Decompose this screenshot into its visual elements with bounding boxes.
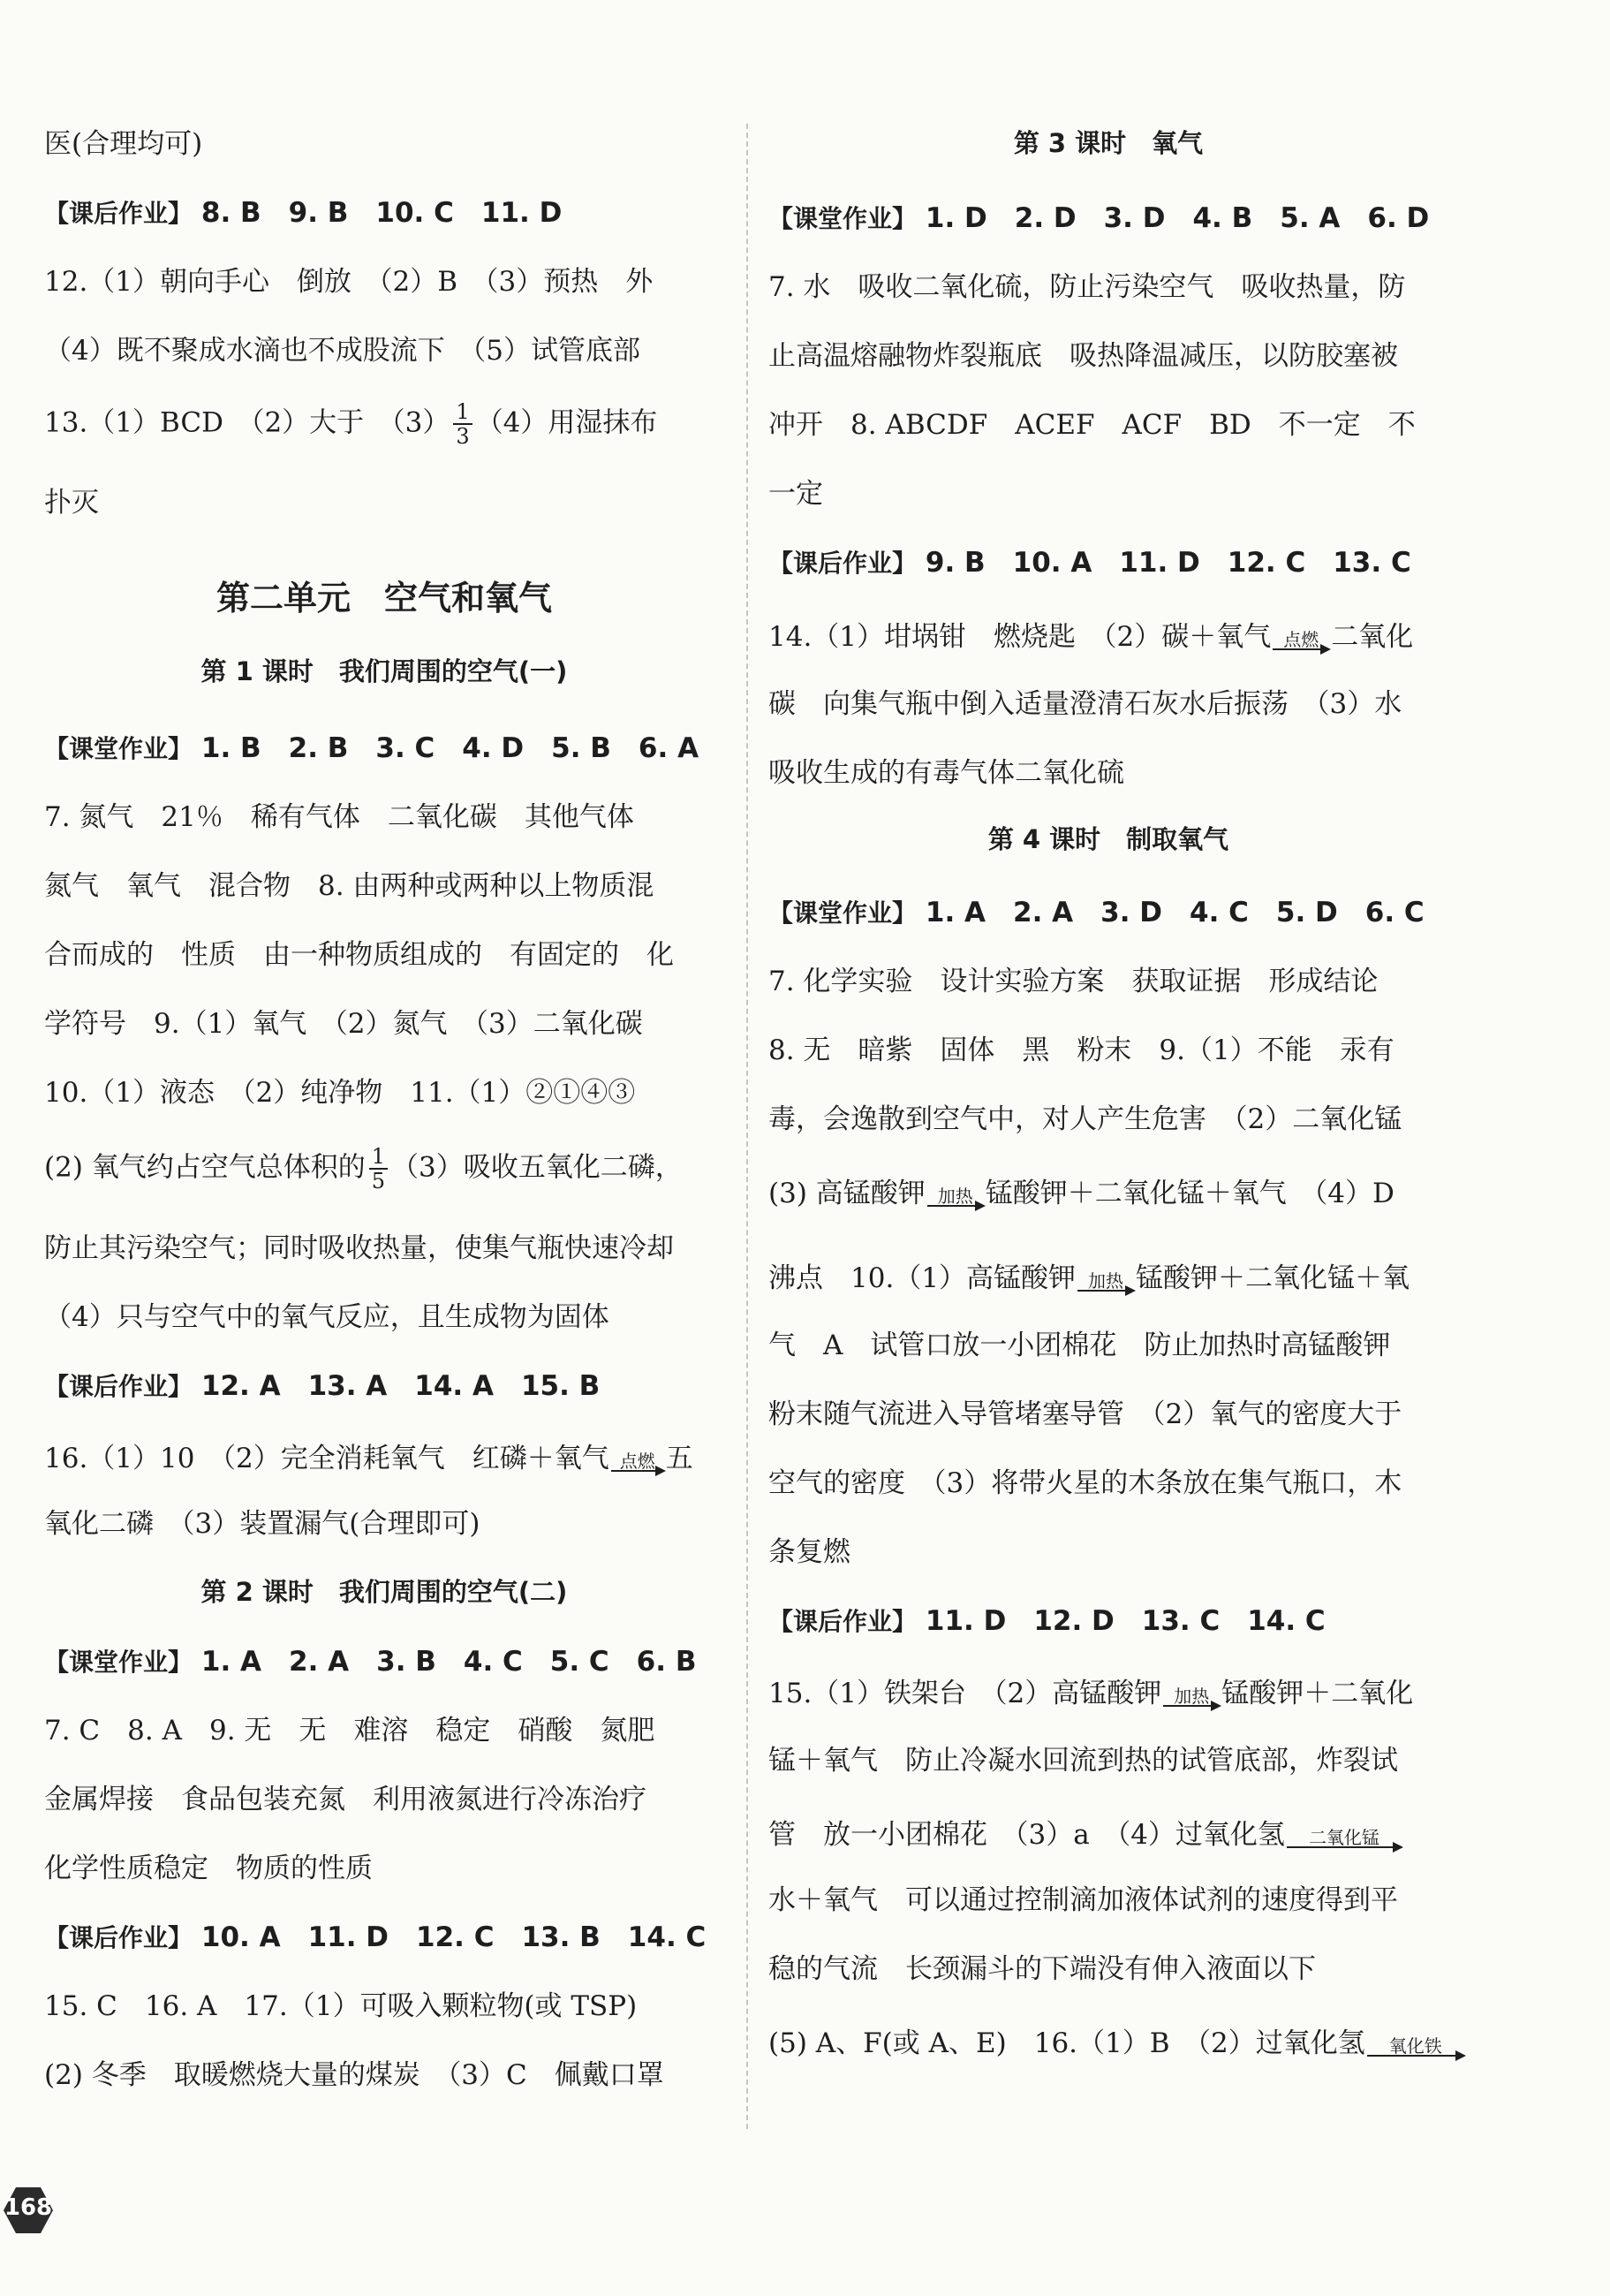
- text-line: 金属焊接 食品包装充氮 利用液氮进行冷冻治疗: [44, 1784, 646, 1815]
- text-line: 气 A 试管口放一小团棉花 防止加热时高锰酸钾: [768, 1330, 1391, 1361]
- homework-answers: 【课后作业】 8. B 9. B 10. C 11. D: [44, 197, 563, 229]
- lesson-title: 第 3 课时 氧气: [1013, 128, 1204, 158]
- text-line: 稳的气流 长颈漏斗的下端没有伸入液面以下: [768, 1953, 1316, 1985]
- reaction-arrow: 加热: [1077, 1272, 1134, 1300]
- text-line: 止高温熔融物炸裂瓶底 吸热降温减压，以防胶塞被: [768, 340, 1398, 372]
- text-line: 合而成的 性质 由一种物质组成的 有固定的 化: [44, 939, 674, 971]
- text-line-fraction: (2) 氧气约占空气总体积的 $\frac{1}{5}$ （3）吸收五氧化二磷，: [44, 1144, 683, 1193]
- text-line: 学符号 9.（1）氧气 （2）氮气 （3）二氧化碳: [44, 1008, 643, 1040]
- text-line: 10.（1）液态 （2）纯净物 11.（1）②①④③: [44, 1077, 636, 1109]
- text-line: 条复燃: [768, 1536, 850, 1568]
- reaction-arrow: 二氧化锰: [1287, 1829, 1402, 1857]
- reaction-arrow: 加热: [1163, 1687, 1220, 1716]
- reaction-arrow: 点燃: [611, 1452, 664, 1481]
- text-line-equation: 14.（1）坩埚钳 燃烧匙 （2）碳＋氧气 点燃 二氧化: [768, 618, 1413, 659]
- reaction-arrow: 点燃: [1273, 631, 1329, 659]
- text-line-equation: 15.（1）铁架台 （2）高锰酸钾 加热 锰酸钾＋二氧化: [768, 1675, 1413, 1716]
- text-line: 毒，会逸散到空气中，对人产生危害 （2）二氧化锰: [768, 1103, 1402, 1135]
- homework-label: 【课后作业】: [44, 1372, 193, 1401]
- text-line: (2) 冬季 取暖燃烧大量的煤炭 （3）C 佩戴口罩: [44, 2059, 664, 2091]
- text-line: 7. 水 吸收二氧化硫，防止污染空气 吸收热量，防: [768, 271, 1406, 303]
- text-line-fraction: 13.（1）BCD （2）大于 （3） $\frac{1}{3}$ （4）用湿抹布: [44, 399, 658, 449]
- text-line: 8. 无 暗紫 固体 黑 粉末 9.（1）不能 汞有: [768, 1034, 1395, 1066]
- classwork-label: 【课堂作业】: [44, 1648, 193, 1677]
- column-divider: [746, 124, 748, 2129]
- page-number: 168: [4, 2194, 53, 2221]
- homework-answers: 【课后作业】 10. A 11. D 12. C 13. B 14. C: [44, 1921, 707, 1953]
- text-line-equation: 沸点 10.（1）高锰酸钾 加热 锰酸钾＋二氧化锰＋氧: [768, 1260, 1410, 1300]
- text-line-equation: 16.（1）10 （2）完全消耗氧气 红磷＋氧气 点燃 五: [44, 1440, 693, 1481]
- text-line: 7. 化学实验 设计实验方案 获取证据 形成结论: [768, 966, 1379, 997]
- text-line: 15. C 16. A 17.（1）可吸入颗粒物(或 TSP): [44, 1990, 638, 2022]
- classwork-answers: 【课堂作业】 1. A 2. A 3. D 4. C 5. D 6. C: [768, 897, 1425, 928]
- homework-label: 【课后作业】: [768, 549, 918, 578]
- homework-label: 【课后作业】: [44, 199, 193, 228]
- text-line: 冲开 8. ABCDF ACEF ACF BD 不一定 不: [768, 409, 1416, 441]
- text-line: 化学性质稳定 物质的性质: [44, 1853, 373, 1884]
- text-line: 7. C 8. A 9. 无 无 难溶 稳定 硝酸 氮肥: [44, 1715, 655, 1747]
- classwork-answers: 【课堂作业】 1. D 2. D 3. D 4. B 5. A 6. D: [768, 202, 1430, 234]
- homework-answers: 【课后作业】 12. A 13. A 14. A 15. B: [44, 1370, 601, 1402]
- classwork-label: 【课堂作业】: [768, 898, 918, 928]
- lesson-title: 第 2 课时 我们周围的空气(二): [200, 1577, 568, 1607]
- text-line: 吸收生成的有毒气体二氧化硫: [768, 757, 1124, 789]
- fraction: $\frac{1}{5}$: [369, 1145, 388, 1193]
- text-line: 粉末随气流进入导管堵塞导管 （2）氧气的密度大于: [768, 1398, 1402, 1430]
- text-line: 水＋氧气 可以通过控制滴加液体试剂的速度得到平: [768, 1884, 1398, 1916]
- homework-answers: 【课后作业】 11. D 12. D 13. C 14. C: [768, 1605, 1326, 1637]
- lesson-title: 第 1 课时 我们周围的空气(一): [200, 656, 568, 686]
- text-line-equation: 管 放一小团棉花 （3）a （4）过氧化氢 二氧化锰: [768, 1816, 1403, 1857]
- text-line: 氮气 氧气 混合物 8. 由两种或两种以上物质混: [44, 870, 654, 902]
- fraction: $\frac{1}{3}$: [453, 400, 472, 448]
- text-line: 12.（1）朝向手心 倒放 （2）B （3）预热 外: [44, 266, 654, 298]
- text-line: 7. 氮气 21％ 稀有气体 二氧化碳 其他气体: [44, 801, 634, 833]
- classwork-label: 【课堂作业】: [768, 204, 918, 233]
- homework-label: 【课后作业】: [44, 1923, 193, 1952]
- text-line: 医(合理均可): [44, 128, 203, 160]
- text-line-equation: (5) A、F(或 A、E) 16.（1）B （2）过氧化氢 氧化铁: [768, 2025, 1466, 2065]
- classwork-answers: 【课堂作业】 1. A 2. A 3. B 4. C 5. C 6. B: [44, 1646, 697, 1678]
- text-line: 氧化二磷 （3）装置漏气(合理即可): [44, 1508, 480, 1540]
- text-line: 空气的密度 （3）将带火星的木条放在集气瓶口，木: [768, 1467, 1402, 1499]
- text-line: （4）只与空气中的氧气反应，且生成物为固体: [44, 1301, 609, 1333]
- text-line: 扑灭: [44, 487, 99, 519]
- page-number-badge: [0, 2182, 57, 2239]
- reaction-arrow: 加热: [927, 1187, 984, 1216]
- text-line: 碳 向集气瓶中倒入适量澄清石灰水后振荡 （3）水: [768, 688, 1402, 720]
- text-line: 防止其污染空气；同时吸收热量，使集气瓶快速冷却: [44, 1232, 674, 1264]
- homework-label: 【课后作业】: [768, 1607, 918, 1636]
- homework-answers: 【课后作业】 9. B 10. A 11. D 12. C 13. C: [768, 547, 1411, 579]
- unit-title: 第二单元 空气和氧气: [215, 578, 552, 618]
- reaction-arrow: 氧化铁: [1367, 2037, 1464, 2065]
- text-line-equation: (3) 高锰酸钾 加热 锰酸钾＋二氧化锰＋氧气 （4）D: [768, 1175, 1395, 1216]
- lesson-title: 第 4 课时 制取氧气: [987, 824, 1229, 854]
- classwork-answers: 【课堂作业】 1. B 2. B 3. C 4. D 5. B 6. A: [44, 732, 699, 764]
- text-line: 一定: [768, 478, 823, 510]
- classwork-label: 【课堂作业】: [44, 734, 193, 763]
- text-line: 锰＋氧气 防止冷凝水回流到热的试管底部，炸裂试: [768, 1745, 1398, 1777]
- text-line: （4）既不聚成水滴也不成股流下 （5）试管底部: [44, 335, 640, 367]
